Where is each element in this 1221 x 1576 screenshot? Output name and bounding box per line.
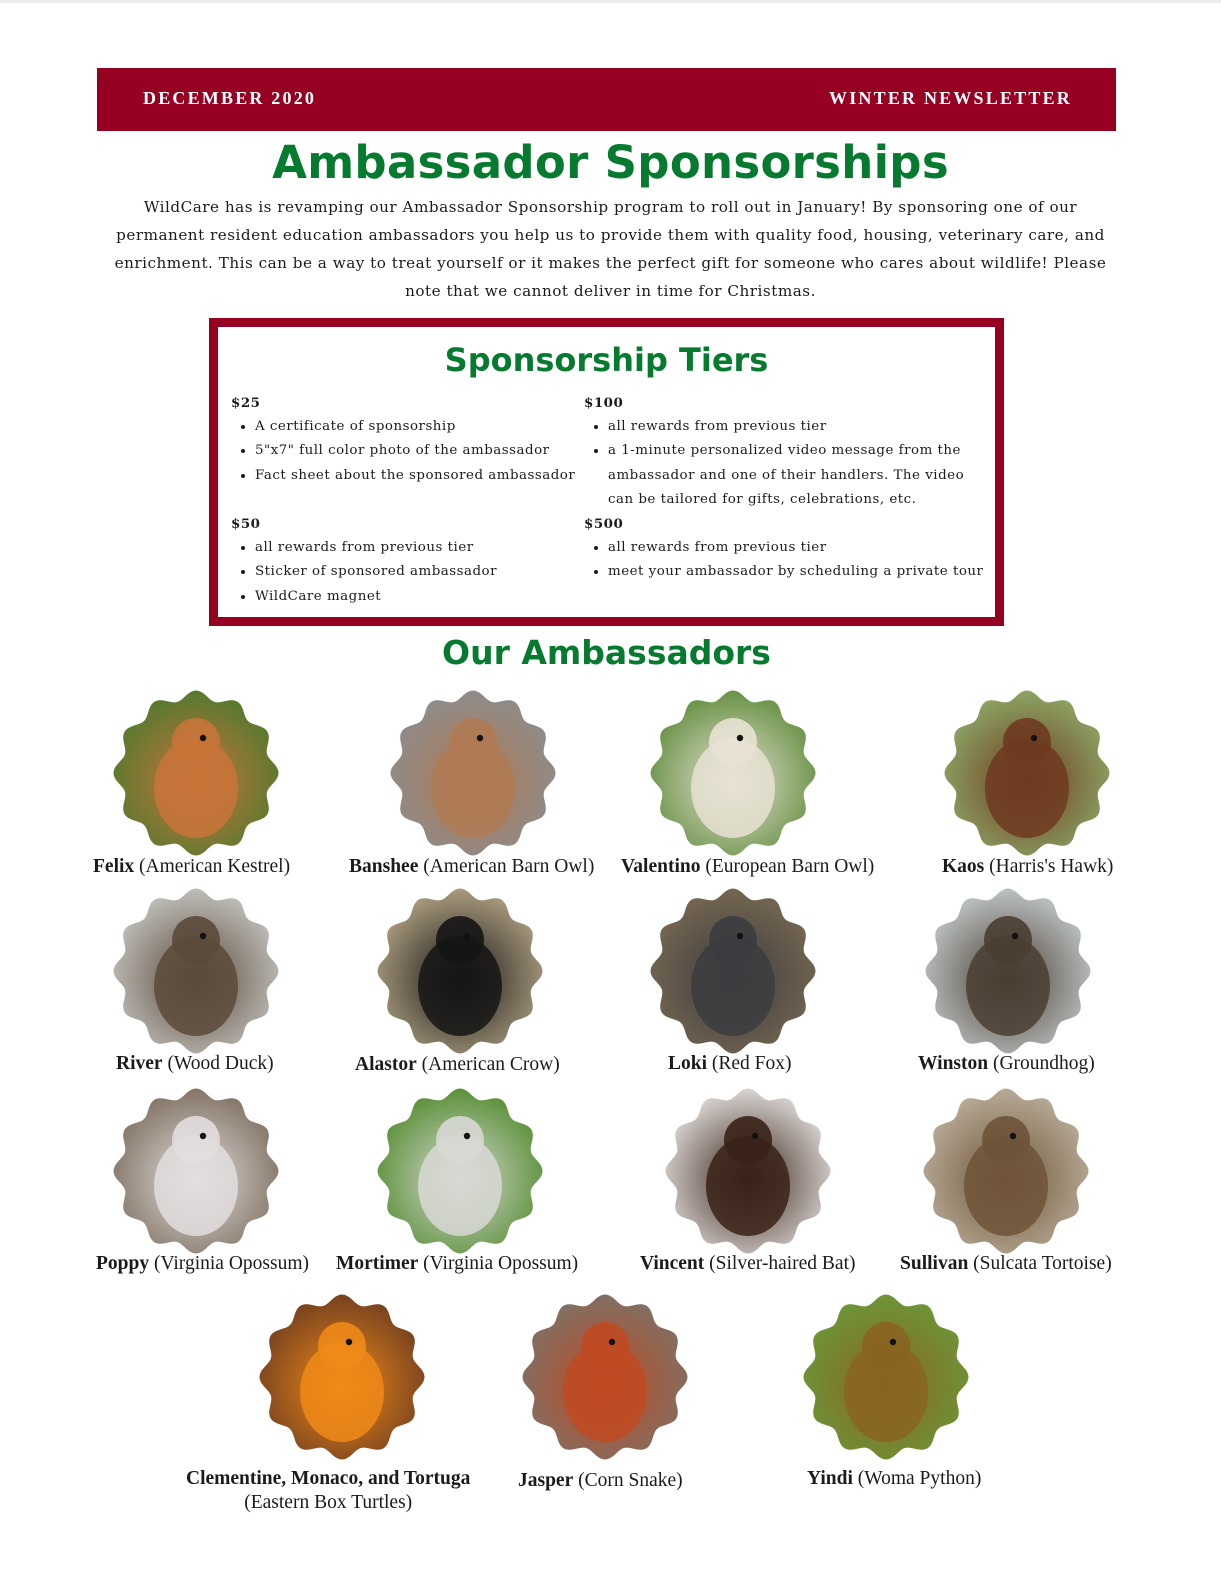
ambassador-caption [355,1053,560,1077]
animal-head [436,1116,484,1164]
ambassador-species: (Red Fox) [711,1053,792,1074]
ambassador-name: Valentino [621,856,701,877]
ambassador-species: (Wood Duck) [167,1053,274,1074]
tier-reward: • all rewards from previous tier [608,415,984,439]
animal-head [172,718,220,766]
ambassador-photo [944,690,1110,856]
animal-head [1003,718,1051,766]
tiers-title: Sponsorship Tiers [444,341,769,379]
tier-500 [584,512,983,585]
animal-eye [737,933,743,939]
animal-eye [737,735,743,741]
animal-eye [1031,735,1037,741]
ambassador-photo [377,888,543,1054]
ambassador-caption [668,1052,792,1076]
ambassador-caption [900,1252,1112,1276]
animal-head [318,1322,366,1370]
ambassador-caption [336,1252,578,1276]
animal-head [172,916,220,964]
intro-paragraph: WildCare has is revamping our Ambassador Sponsorship program to roll out in January! By sponsoring one of our permanent resident education ambassadors you help us to provide them with quality food, housing, veterinary care, and enrichment. This can be a way to treat yourself or it makes the perfect gift for someone who cares about wildlife! Please note that we cannot deliver in time for Christmas. [114,198,1107,300]
ambassador-caption [186,1467,470,1515]
ambassador-photo [259,1294,425,1460]
ambassador-caption [116,1052,274,1076]
ambassador-name: Mortimer [336,1253,419,1274]
ambassador-caption [807,1467,981,1491]
animal-eye [890,1339,896,1345]
ambassador-species: (Eastern Box Turtles) [244,1492,413,1513]
ambassador-name: Alastor [355,1054,417,1075]
animal-eye [200,735,206,741]
tier-reward: • WildCare magnet [255,585,497,609]
tier-rewards-list [231,536,497,609]
ambassador-species: (American Barn Owl) [423,856,595,877]
tier-price: $25 [231,395,261,411]
sponsorship-tiers-box [209,318,1004,626]
animal-eye [464,933,470,939]
ambassador-species: (Sulcata Tortoise) [973,1253,1112,1274]
tier-reward: • A certificate of sponsorship [255,415,575,439]
ambassador-photo [522,1294,688,1460]
ambassador-species: (Virginia Opossum) [153,1253,309,1274]
ambassador-species: (Harris's Hawk) [989,856,1114,877]
tier-25 [231,391,575,488]
ambassador-name: Banshee [349,856,419,877]
page-top-border [0,0,1221,3]
ambassador-name: Winston [918,1053,989,1074]
tier-reward: • meet your ambassador by scheduling a private tour [608,560,983,584]
animal-eye [1010,1133,1016,1139]
ambassador-name: Felix [93,856,135,877]
animal-eye [346,1339,352,1345]
ambassador-caption [918,1052,1095,1076]
tier-price: $100 [584,395,624,411]
ambassador-species: (European Barn Owl) [705,856,875,877]
tier-price: $500 [584,516,624,532]
animal-head [581,1322,629,1370]
ambassador-name: Sullivan [900,1253,969,1274]
ambassador-photo [113,1088,279,1254]
ambassador-species: (Virginia Opossum) [423,1253,579,1274]
animal-eye [200,1133,206,1139]
ambassador-caption [621,855,874,879]
ambassador-name: Vincent [640,1253,705,1274]
tier-rewards-list [584,415,984,512]
ambassador-photo [377,1088,543,1254]
ambassador-caption [349,855,594,879]
tier-rewards-list [231,415,575,488]
ambassador-name: Loki [668,1053,708,1074]
header-edition: WINTER NEWSLETTER [829,88,1072,108]
tier-price: $50 [231,516,261,532]
tier-rewards-list [584,536,983,585]
ambassador-species: (American Crow) [421,1054,560,1075]
ambassador-name: Yindi [807,1468,853,1489]
ambassador-photo [113,888,279,1054]
ambassador-photo [803,1294,969,1460]
tier-reward: • Fact sheet about the sponsored ambassador [255,464,575,488]
ambassador-photo [113,690,279,856]
animal-head [172,1116,220,1164]
ambassador-photo [665,1088,831,1254]
animal-eye [609,1339,615,1345]
ambassador-name: Kaos [942,856,985,877]
tier-50 [231,512,497,609]
animal-head [862,1322,910,1370]
tier-reward: • a 1-minute personalized video message from the ambassador and one of their handlers. The video can be tailored for gifts, celebrations, etc. [608,439,984,512]
animal-eye [464,1133,470,1139]
animal-head [449,718,497,766]
ambassador-caption [93,855,290,879]
ambassador-species: (Silver-haired Bat) [709,1253,856,1274]
header-date: DECEMBER 2020 [143,88,317,108]
animal-head [709,718,757,766]
ambassador-species: (Woma Python) [857,1468,982,1489]
tier-reward: • all rewards from previous tier [255,536,497,560]
ambassador-name: River [116,1053,163,1074]
animal-eye [477,735,483,741]
ambassador-photo [650,690,816,856]
ambassador-caption [96,1252,309,1276]
tier-reward: • Sticker of sponsored ambassador [255,560,497,584]
ambassador-photo [925,888,1091,1054]
newsletter-header-bar [97,68,1116,131]
ambassador-name: Poppy [96,1253,150,1274]
ambassador-photo [923,1088,1089,1254]
ambassador-caption [640,1252,856,1276]
animal-eye [752,1133,758,1139]
animal-head [984,916,1032,964]
animal-head [724,1116,772,1164]
animal-head [709,916,757,964]
animal-head [982,1116,1030,1164]
tier-reward: • 5"x7" full color photo of the ambassador [255,439,575,463]
ambassador-species: (Corn Snake) [578,1470,683,1491]
page-title: Ambassador Sponsorships [272,136,949,189]
ambassador-photo [390,690,556,856]
ambassador-species: (American Kestrel) [139,856,291,877]
animal-eye [200,933,206,939]
ambassador-caption [518,1469,683,1493]
animal-head [436,916,484,964]
ambassador-photo [650,888,816,1054]
ambassador-species: (Groundhog) [992,1053,1095,1074]
tier-reward: • all rewards from previous tier [608,536,983,560]
ambassador-caption [942,855,1113,879]
tier-100 [584,391,984,512]
ambassadors-title: Our Ambassadors [442,633,771,672]
animal-eye [1012,933,1018,939]
ambassador-name: Clementine, Monaco, and Tortuga [186,1468,471,1489]
ambassador-name: Jasper [518,1470,574,1491]
